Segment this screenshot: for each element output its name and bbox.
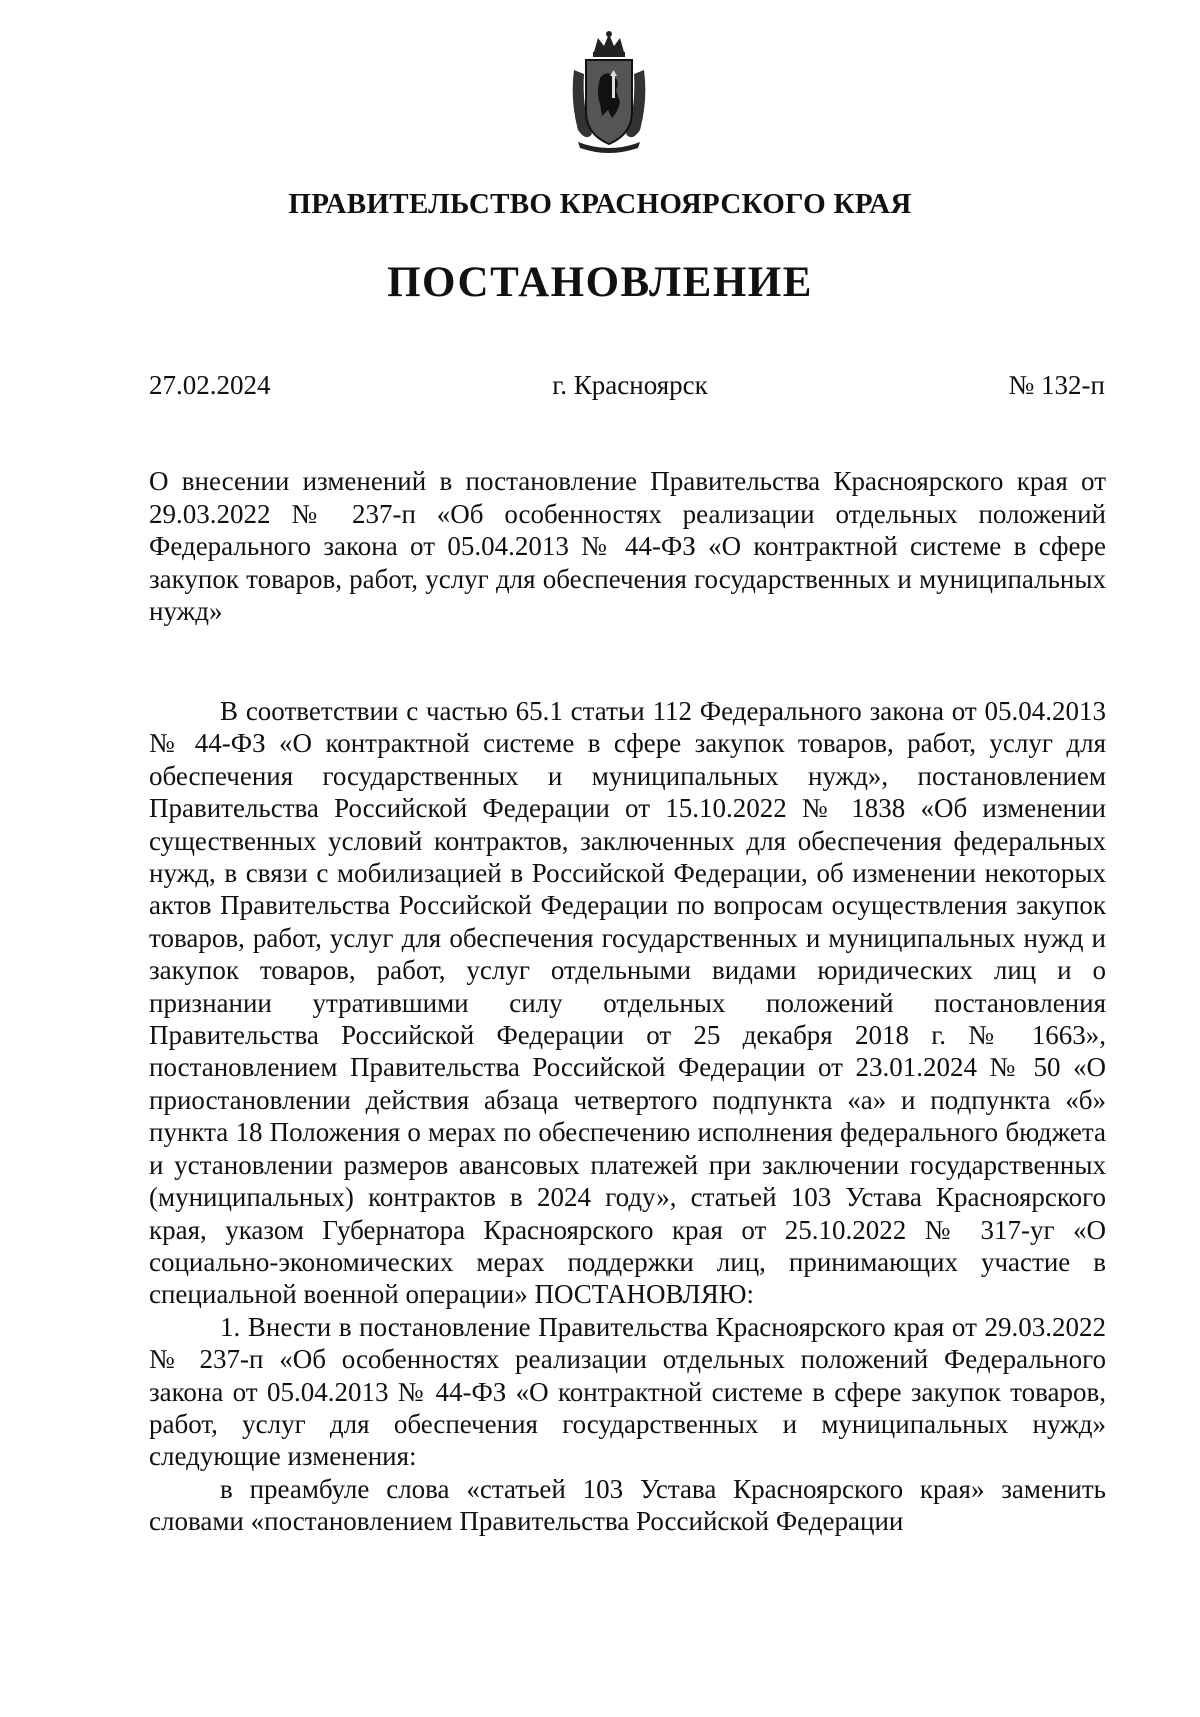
- body-paragraph: в преамбуле слова «статьей 103 Устава Красноярского края» заменить словами «постановлением Правительства Российской Федерации: [149, 1473, 1106, 1537]
- document-title-text: О внесении изменений в постановление Правительства Красноярского края от 29.03.2022 № 237-п «Об особенностях реализации отдельных положений Федерального закона от 05.04.2013 № 44-ФЗ «О контрактной системе в сфере закупок товаров, работ, услуг для обеспечения государственных и муниципальных нужд»: [149, 466, 1106, 626]
- document-body: [149, 695, 1106, 1538]
- krasnoyarsk-coat-of-arms-icon: [568, 30, 650, 154]
- body-paragraph: В соответствии с частью 65.1 статьи 112 Федерального закона от 05.04.2013 № 44-ФЗ «О контрактной системе в сфере закупок товаров, работ, услуг для обеспечения государственных и муниципальных нужд», постановлением Правительства Российской Федерации от 15.10.2022 № 1838 «Об изменении существенных условий контрактов, заключенных для обеспечения федеральных нужд, в связи с мобилизацией в Российской Федерации, об изменении некоторых актов Правительства Российской Федерации по вопросам осуществления закупок товаров, работ, услуг для обеспечения государственных и муниципальных нужд и закупок товаров, работ, услуг отдельными видами юридических лиц и о признании утратившими силу отдельных положений постановления Правительства Российской Федерации от 25 декабря 2018 г. № 1663», постановлением Правительства Российской Федерации от 23.01.2024 № 50 «О приостановлении действия абзаца четвертого подпункта «а» и подпункта «б» пункта 18 Положения о мерах по обеспечению исполнения федерального бюджета и установлении размеров авансовых платежей при заключении государственных (муниципальных) контрактов в 2024 году», статьей 103 Устава Красноярского края, указом Губернатора Красноярского края от 25.10.2022 № 317-уг «О социально-экономических мерах поддержки лиц, принимающих участие в специальной военной операции» ПОСТАНОВЛЯЮ:: [149, 696, 1106, 1310]
- body-paragraph: 1. Внести в постановление Правительства Красноярского края от 29.03.2022 № 237-п «Об особенностях реализации отдельных положений Федерального закона от 05.04.2013 № 44-ФЗ «О контрактной системе в сфере закупок товаров, работ, услуг для обеспечения государственных и муниципальных нужд» следующие изменения:: [149, 1311, 1106, 1472]
- document-type: ПОСТАНОВЛЕНИЕ: [387, 259, 813, 306]
- document-date: 27.02.2024: [149, 370, 271, 400]
- document-city: г. Красноярск: [552, 370, 708, 400]
- document-number: № 132-п: [1008, 370, 1105, 400]
- organization-name: ПРАВИТЕЛЬСТВО КРАСНОЯРСКОГО КРАЯ: [288, 188, 912, 220]
- document-title: [149, 465, 1106, 628]
